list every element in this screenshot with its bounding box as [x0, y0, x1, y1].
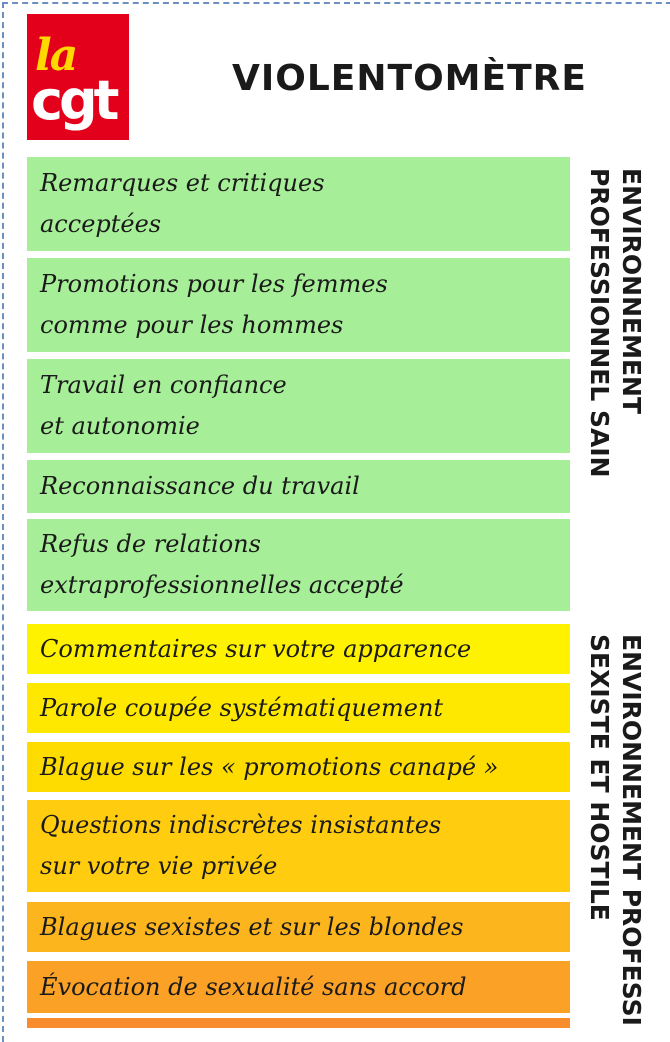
side-label-sain-2: PROFESSIONNEL SAIN: [585, 168, 614, 478]
scale-item-text: Blagues sexistes et sur les blondes: [40, 912, 464, 941]
side-label-sain-1: ENVIRONNEMENT: [617, 168, 646, 415]
scale-item-11: [27, 961, 570, 1013]
scale-item-text: Commentaires sur votre apparence: [40, 634, 472, 663]
page-title: VIOLENTOMÈTRE: [232, 58, 587, 99]
logo-cgt-text: cgt: [31, 69, 116, 132]
scale-item-7: [27, 683, 570, 733]
scale-item-text: Remarques et critiques acceptées: [40, 169, 325, 238]
scale-item-4: [27, 460, 570, 513]
scale-item-text: Questions indiscrètes insistantes sur votre vie privée: [40, 811, 442, 880]
scale-item-text: Reconnaissance du travail: [40, 472, 360, 500]
scale-item-6: [27, 624, 570, 674]
scale-item-text: Refus de relations extraprofessionnelles accepté: [40, 530, 404, 599]
logo-la-text: la: [35, 30, 77, 81]
scale-item-text: Promotions pour les femmes comme pour les hommes: [40, 270, 388, 339]
scale-item-text: Évocation de sexualité sans accord: [40, 972, 467, 1001]
scale-item-text: Travail en confiance et autonomie: [40, 371, 287, 440]
scale-item-1: [27, 157, 570, 251]
side-label-hostile-2: SEXISTE ET HOSTILE: [585, 634, 614, 921]
scale-item-3: [27, 359, 570, 453]
scale-item-5: [27, 519, 570, 611]
scale-item-text: Parole coupée systématiquement: [40, 693, 444, 722]
scale-item-2: [27, 258, 570, 352]
scale-item-10: [27, 902, 570, 952]
cgt-logo: [27, 14, 129, 140]
scale-item-8: [27, 742, 570, 792]
scale-item-next: [27, 1018, 570, 1028]
scale-item-9: [27, 800, 570, 892]
scale-item-text: Blague sur les « promotions canapé »: [40, 752, 499, 781]
side-label-hostile-1: ENVIRONNEMENT PROFESSI: [617, 634, 646, 1026]
